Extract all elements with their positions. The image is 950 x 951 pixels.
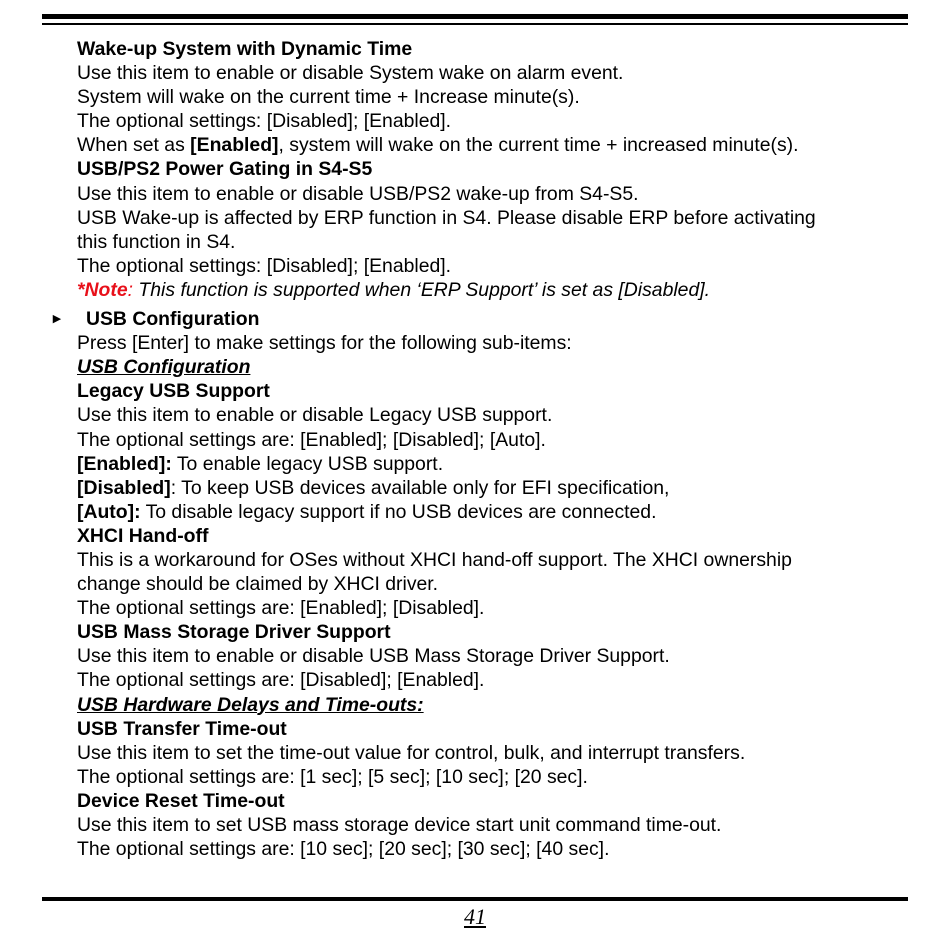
xhci-handoff-desc-2: change should be claimed by XHCI driver.	[77, 573, 439, 596]
xhci-handoff-heading: XHCI Hand-off	[77, 524, 209, 547]
legacy-usb-options: The optional settings are: [Enabled]; [Disabled]; [Auto].	[77, 428, 546, 451]
wake-dynamic-desc-1: Use this item to enable or disable System wake on alarm event.	[77, 62, 624, 85]
note-text: This function is supported when ‘ERP Support’ is set as [Disabled].	[133, 278, 711, 301]
usb-ps2-gating-desc-3: this function in S4.	[77, 230, 236, 253]
wake-dynamic-heading: Wake-up System with Dynamic Time	[77, 38, 413, 60]
usb-ps2-gating-options: The optional settings: [Disabled]; [Enabled].	[77, 254, 452, 277]
note-colon: :	[127, 278, 134, 301]
mass-storage-desc: Use this item to enable or disable USB Mass Storage Driver Support.	[77, 645, 670, 668]
enabled-prefix: When set as	[77, 134, 191, 157]
transfer-timeout-heading: USB Transfer Time-out	[77, 717, 287, 740]
legacy-usb-desc: Use this item to enable or disable Legacy USB support.	[77, 404, 553, 427]
option-text: To disable legacy support if no USB devices are connected.	[140, 500, 657, 523]
usb-delays-subheading: USB Hardware Delays and Time-outs:	[77, 693, 424, 716]
header-rule-thin	[42, 23, 908, 25]
enabled-suffix: , system will wake on the current time + increased minute(s).	[278, 134, 799, 157]
triangle-bullet-icon: ▸	[53, 310, 61, 328]
transfer-timeout-desc: Use this item to set the time-out value for control, bulk, and interrupt transfers.	[77, 741, 746, 764]
usb-ps2-gating-desc-1: Use this item to enable or disable USB/PS2 wake-up from S4-S5.	[77, 182, 639, 205]
page-number	[0, 904, 950, 930]
xhci-handoff-desc-1: This is a workaround for OSes without XHCI hand-off support. The XHCI ownership	[77, 548, 792, 571]
erp-note	[77, 278, 897, 302]
legacy-option-enabled	[77, 452, 897, 476]
wake-dynamic-desc-2: System will wake on the current time + Increase minute(s).	[77, 86, 580, 109]
footer-rule	[42, 897, 908, 901]
reset-timeout-desc: Use this item to set USB mass storage device start unit command time-out.	[77, 814, 722, 836]
option-label: [Auto]:	[77, 500, 141, 523]
usb-configuration-heading: USB Configuration	[86, 308, 260, 331]
mass-storage-options: The optional settings are: [Disabled]; [Enabled].	[77, 669, 485, 692]
manual-page-content	[53, 37, 897, 861]
usb-configuration-intro: Press [Enter] to make settings for the following sub-items:	[77, 332, 572, 355]
legacy-option-auto	[77, 500, 897, 524]
mass-storage-heading: USB Mass Storage Driver Support	[77, 621, 391, 644]
note-label: *Note	[77, 278, 128, 301]
enabled-option-label: [Enabled]	[190, 134, 279, 157]
header-rule-thick	[42, 14, 908, 19]
usb-ps2-gating-heading: USB/PS2 Power Gating in S4-S5	[77, 158, 373, 181]
wake-dynamic-enabled-desc	[77, 133, 897, 157]
option-text: : To keep USB devices available only for EFI specification,	[170, 476, 670, 499]
legacy-option-disabled	[77, 476, 897, 500]
usb-ps2-gating-desc-2: USB Wake-up is affected by ERP function in S4. Please disable ERP before activating	[77, 206, 816, 229]
option-label: [Enabled]:	[77, 452, 172, 475]
transfer-timeout-options: The optional settings are: [1 sec]; [5 sec]; [10 sec]; [20 sec].	[77, 765, 588, 788]
usb-configuration-item	[53, 307, 897, 331]
option-label: [Disabled]	[77, 476, 171, 499]
reset-timeout-heading: Device Reset Time-out	[77, 789, 285, 812]
xhci-handoff-options: The optional settings are: [Enabled]; [Disabled].	[77, 597, 485, 620]
option-text: To enable legacy USB support.	[171, 452, 444, 475]
wake-dynamic-options: The optional settings: [Disabled]; [Enabled].	[77, 110, 452, 133]
page-number-text: 41	[464, 904, 486, 929]
usb-configuration-subheading: USB Configuration	[77, 356, 251, 379]
legacy-usb-heading: Legacy USB Support	[77, 380, 270, 403]
reset-timeout-options: The optional settings are: [10 sec]; [20 sec]; [30 sec]; [40 sec].	[77, 838, 610, 861]
